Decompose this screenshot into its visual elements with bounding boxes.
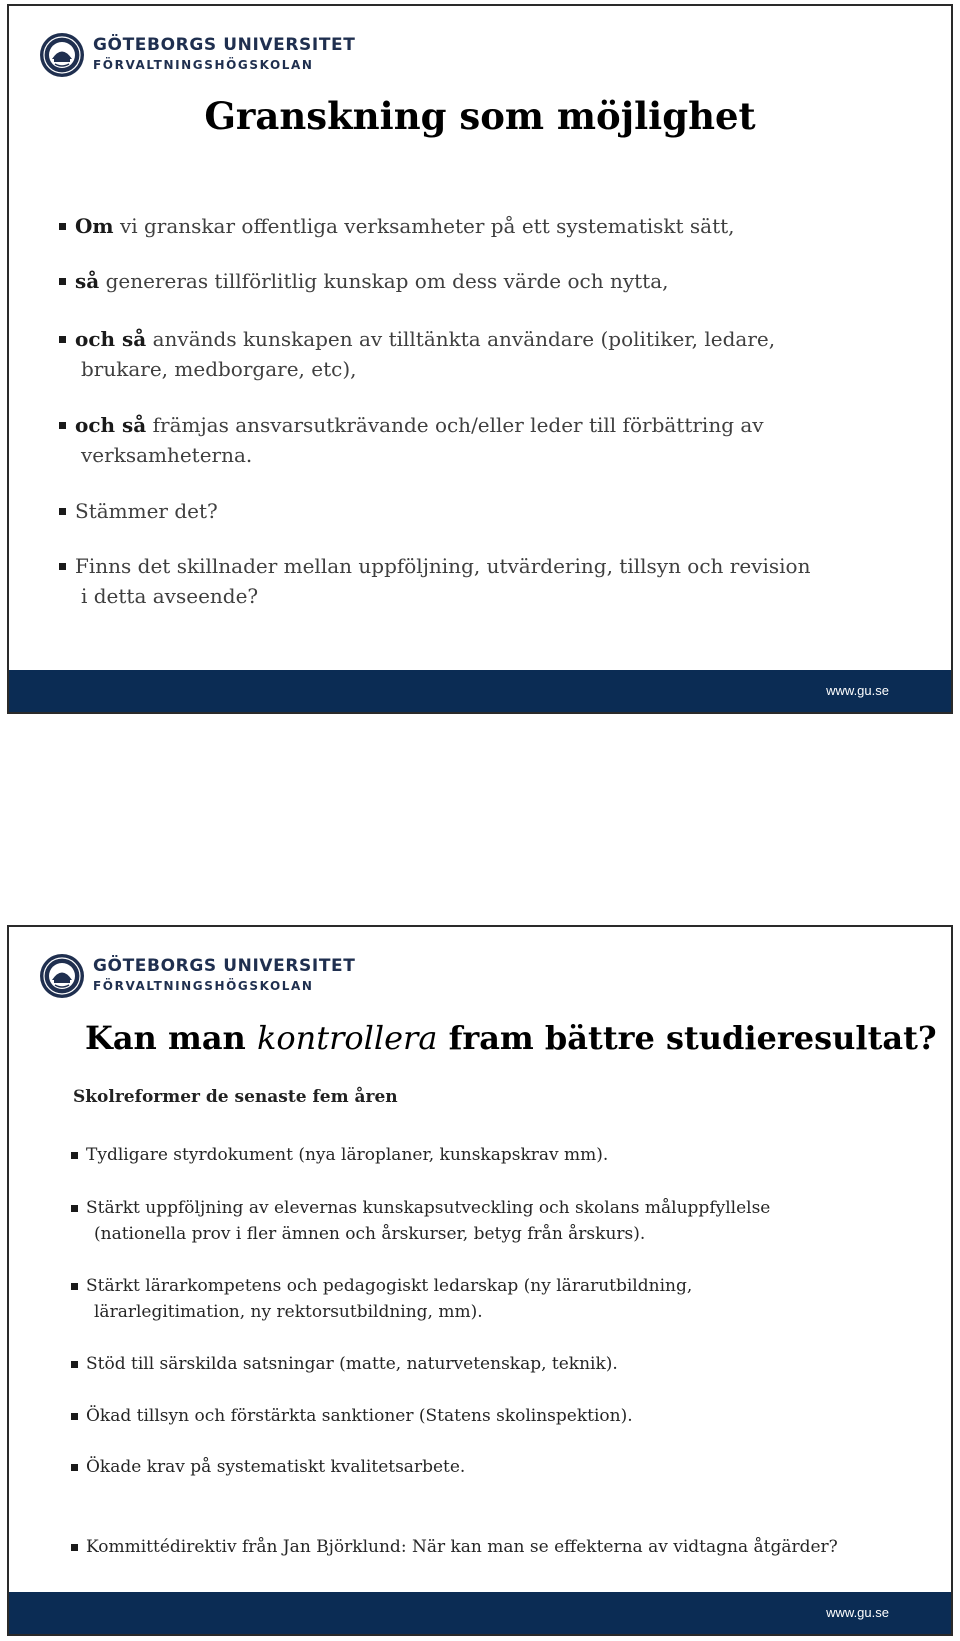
- bullet-square-icon: [71, 1544, 78, 1551]
- bullet-text: främjas ansvarsutkrävande och/eller leder till förbättring av: [146, 413, 764, 437]
- title-part: fram bättre studieresultat?: [437, 1019, 937, 1057]
- footer-bar: [9, 670, 951, 712]
- bullet-lead: Om: [75, 214, 114, 238]
- bullet-text: Ökad tillsyn och förstärkta sanktioner (Statens skolinspektion).: [86, 1406, 633, 1426]
- list-item: [71, 1403, 911, 1429]
- list-item: [59, 211, 879, 241]
- bullet-square-icon: [71, 1361, 78, 1368]
- list-item: [59, 410, 879, 470]
- footer-bar: [9, 1592, 951, 1634]
- bullet-square-icon: [71, 1464, 78, 1471]
- bullet-text-continued: brukare, medborgare, etc),: [81, 357, 357, 381]
- list-item: [59, 266, 879, 296]
- slide-title: [85, 1019, 937, 1057]
- bullet-text-continued: i detta avseende?: [81, 584, 259, 608]
- bullet-text: Stämmer det?: [75, 499, 218, 523]
- footer-url: www.gu.se: [826, 683, 889, 698]
- slide-granskning: [7, 4, 953, 714]
- bullet-text: Tydligare styrdokument (nya läroplaner, kunskapskrav mm).: [86, 1145, 609, 1165]
- title-part: Kan man: [85, 1019, 257, 1057]
- list-item: [71, 1273, 911, 1325]
- bullet-square-icon: [59, 422, 66, 429]
- bullet-text-continued: (nationella prov i fler ämnen och årskurser, betyg från årskurs).: [94, 1224, 646, 1244]
- bullet-square-icon: [71, 1152, 78, 1159]
- bullet-text: genereras tillförlitlig kunskap om dess värde och nytta,: [99, 269, 669, 293]
- list-item: [59, 496, 879, 526]
- list-item: [71, 1142, 911, 1168]
- bullet-text: Ökade krav på systematiskt kvalitetsarbete.: [86, 1457, 466, 1477]
- bullet-text: används kunskapen av tilltänkta användare (politiker, ledare,: [146, 327, 776, 351]
- list-item: [71, 1534, 911, 1560]
- bullet-text-continued: verksamheterna.: [81, 443, 253, 467]
- bullet-square-icon: [59, 223, 66, 230]
- slide-skolreformer: [7, 925, 953, 1636]
- title-italic: kontrollera: [256, 1019, 438, 1057]
- list-item: [71, 1195, 911, 1247]
- bullet-square-icon: [59, 563, 66, 570]
- bullet-square-icon: [71, 1205, 78, 1212]
- footer-url: www.gu.se: [826, 1605, 889, 1620]
- university-seal-icon: [39, 953, 85, 999]
- list-item: [59, 324, 879, 384]
- bullet-square-icon: [59, 508, 66, 515]
- university-seal-icon: [39, 32, 85, 78]
- bullet-text: Stärkt lärarkompetens och pedagogiskt ledarskap (ny lärarutbildning,: [86, 1276, 693, 1296]
- bullet-text: vi granskar offentliga verksamheter på ett systematiskt sätt,: [113, 214, 735, 238]
- bullet-text-continued: lärarlegitimation, ny rektorsutbildning, mm).: [94, 1302, 483, 1322]
- bullet-square-icon: [71, 1413, 78, 1420]
- school-name: FÖRVALTNINGSHÖGSKOLAN: [93, 979, 314, 993]
- slide-title: Granskning som möjlighet: [204, 94, 756, 138]
- list-item: [59, 551, 879, 611]
- bullet-text: Kommittédirektiv från Jan Björklund: När kan man se effekterna av vidtagna åtgärder?: [86, 1537, 838, 1557]
- bullet-text: Stöd till särskilda satsningar (matte, naturvetenskap, teknik).: [86, 1354, 618, 1374]
- bullet-square-icon: [59, 278, 66, 285]
- bullet-lead: så: [75, 269, 100, 293]
- list-item: [71, 1351, 911, 1377]
- subheading: Skolreformer de senaste fem åren: [73, 1087, 398, 1107]
- university-name: GÖTEBORGS UNIVERSITET: [93, 35, 356, 55]
- bullet-square-icon: [71, 1283, 78, 1290]
- school-name: FÖRVALTNINGSHÖGSKOLAN: [93, 58, 314, 72]
- bullet-text: Stärkt uppföljning av elevernas kunskapsutveckling och skolans måluppfyllelse: [86, 1198, 771, 1218]
- list-item: [71, 1454, 911, 1480]
- bullet-text: Finns det skillnader mellan uppföljning, utvärdering, tillsyn och revision: [75, 554, 811, 578]
- bullet-lead: och så: [75, 413, 147, 437]
- bullet-lead: och så: [75, 327, 147, 351]
- bullet-square-icon: [59, 336, 66, 343]
- university-name: GÖTEBORGS UNIVERSITET: [93, 956, 356, 976]
